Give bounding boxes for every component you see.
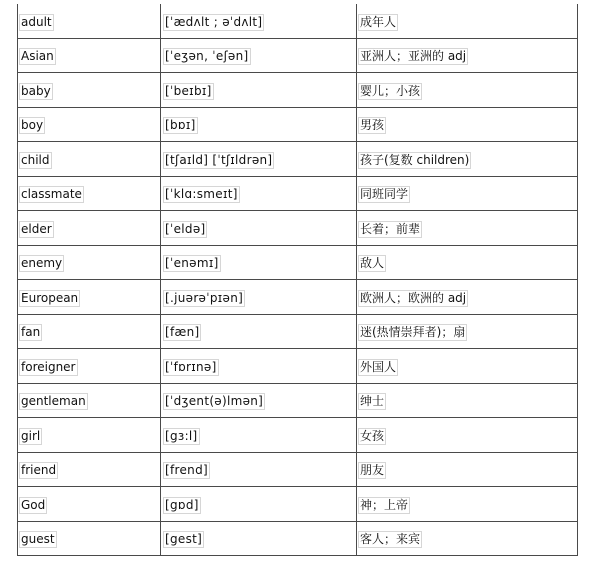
phonetic-text: [tʃaɪld] [ˈtʃɪldrən] (165, 152, 273, 167)
phonetic-cell (161, 314, 357, 349)
word-text: foreigner (21, 359, 76, 374)
word-cell (18, 245, 161, 280)
table-row (18, 418, 578, 453)
table-row (18, 349, 578, 384)
phonetic-text: [.juərəˈpɪən] (165, 290, 244, 305)
meaning-cell (357, 383, 578, 418)
table-row (18, 314, 578, 349)
meaning-text: 客人；来宾 (360, 532, 421, 547)
meaning-text: 同班同学 (360, 187, 409, 202)
word-cell (18, 107, 161, 142)
meaning-text: 长着；前辈 (360, 221, 421, 236)
meaning-cell (357, 280, 578, 315)
word-text: gentleman (21, 394, 86, 409)
phonetic-cell (161, 38, 357, 73)
phonetic-text: [frend] (165, 463, 208, 478)
meaning-cell (357, 418, 578, 453)
meaning-cell (357, 521, 578, 556)
meaning-text: 男孩 (360, 118, 385, 133)
word-cell (18, 142, 161, 177)
word-cell (18, 383, 161, 418)
table-row (18, 487, 578, 522)
meaning-cell (357, 107, 578, 142)
meaning-text: 敌人 (360, 256, 385, 271)
word-text: guest (21, 532, 55, 547)
meaning-cell (357, 349, 578, 384)
table-row (18, 176, 578, 211)
phonetic-cell (161, 383, 357, 418)
word-text: child (21, 152, 50, 167)
word-cell (18, 349, 161, 384)
phonetic-cell (161, 349, 357, 384)
word-cell (18, 211, 161, 246)
word-cell (18, 521, 161, 556)
word-cell (18, 176, 161, 211)
word-text: European (21, 290, 79, 305)
meaning-text: 神；上帝 (360, 497, 409, 512)
vocabulary-table (17, 4, 578, 556)
phonetic-cell (161, 245, 357, 280)
phonetic-cell (161, 4, 357, 38)
vocabulary-table-body (18, 4, 578, 556)
meaning-cell (357, 245, 578, 280)
word-cell (18, 280, 161, 315)
meaning-text: 女孩 (360, 428, 385, 443)
phonetic-cell (161, 211, 357, 246)
meaning-cell (357, 73, 578, 108)
word-text: God (21, 497, 46, 512)
phonetic-text: [ˈdʒent(ə)lmən] (165, 394, 264, 409)
table-row (18, 383, 578, 418)
meaning-cell (357, 452, 578, 487)
phonetic-text: [ˈenəmɪ] (165, 256, 219, 271)
phonetic-cell (161, 280, 357, 315)
phonetic-cell (161, 452, 357, 487)
word-cell (18, 73, 161, 108)
word-text: Asian (21, 49, 54, 64)
phonetic-text: [ˈfɒrɪnə] (165, 359, 217, 374)
meaning-cell (357, 4, 578, 38)
phonetic-text: [bɒɪ] (165, 118, 196, 133)
meaning-text: 亚洲人；亚洲的 adj (360, 49, 467, 64)
word-cell (18, 314, 161, 349)
phonetic-text: [ˈeldə] (165, 221, 206, 236)
word-cell (18, 38, 161, 73)
meaning-cell (357, 38, 578, 73)
meaning-text: 绅士 (360, 394, 385, 409)
word-text: friend (21, 463, 57, 478)
meaning-text: 成年人 (360, 14, 397, 29)
phonetic-text: [ˈklɑ:smeɪt] (165, 187, 238, 202)
word-text: elder (21, 221, 52, 236)
meaning-text: 欧洲人；欧洲的 adj (360, 290, 467, 305)
meaning-text: 朋友 (360, 463, 385, 478)
table-row (18, 211, 578, 246)
phonetic-cell (161, 487, 357, 522)
meaning-cell (357, 314, 578, 349)
word-text: baby (21, 83, 51, 98)
word-text: adult (21, 14, 52, 29)
table-row (18, 142, 578, 177)
phonetic-text: [ˈeʒən, ˈeʃən] (165, 49, 249, 64)
word-cell (18, 452, 161, 487)
word-cell (18, 4, 161, 38)
meaning-text: 迷(热情崇拜者)；扇 (360, 325, 466, 340)
table-row (18, 452, 578, 487)
word-text: classmate (21, 187, 82, 202)
meaning-cell (357, 487, 578, 522)
table-row (18, 107, 578, 142)
phonetic-cell (161, 521, 357, 556)
phonetic-text: [gɜ:l] (165, 428, 198, 443)
meaning-text: 婴儿；小孩 (360, 83, 421, 98)
word-text: girl (21, 428, 41, 443)
phonetic-cell (161, 418, 357, 453)
word-cell (18, 487, 161, 522)
table-row (18, 521, 578, 556)
word-text: enemy (21, 256, 63, 271)
meaning-cell (357, 211, 578, 246)
meaning-text: 孩子(复数 children) (360, 152, 470, 167)
word-text: boy (21, 118, 44, 133)
phonetic-text: [ˈædʌlt ; əˈdʌlt] (165, 14, 263, 29)
meaning-cell (357, 176, 578, 211)
phonetic-text: [gest] (165, 532, 203, 547)
table-row (18, 73, 578, 108)
meaning-cell (357, 142, 578, 177)
word-text: fan (21, 325, 41, 340)
phonetic-text: [fæn] (165, 325, 200, 340)
phonetic-cell (161, 142, 357, 177)
phonetic-cell (161, 176, 357, 211)
phonetic-text: [gɒd] (165, 497, 199, 512)
table-row (18, 4, 578, 38)
phonetic-cell (161, 107, 357, 142)
table-row (18, 280, 578, 315)
table-row (18, 245, 578, 280)
word-cell (18, 418, 161, 453)
phonetic-cell (161, 73, 357, 108)
meaning-text: 外国人 (360, 359, 397, 374)
phonetic-text: [ˈbeɪbɪ] (165, 83, 212, 98)
table-row (18, 38, 578, 73)
